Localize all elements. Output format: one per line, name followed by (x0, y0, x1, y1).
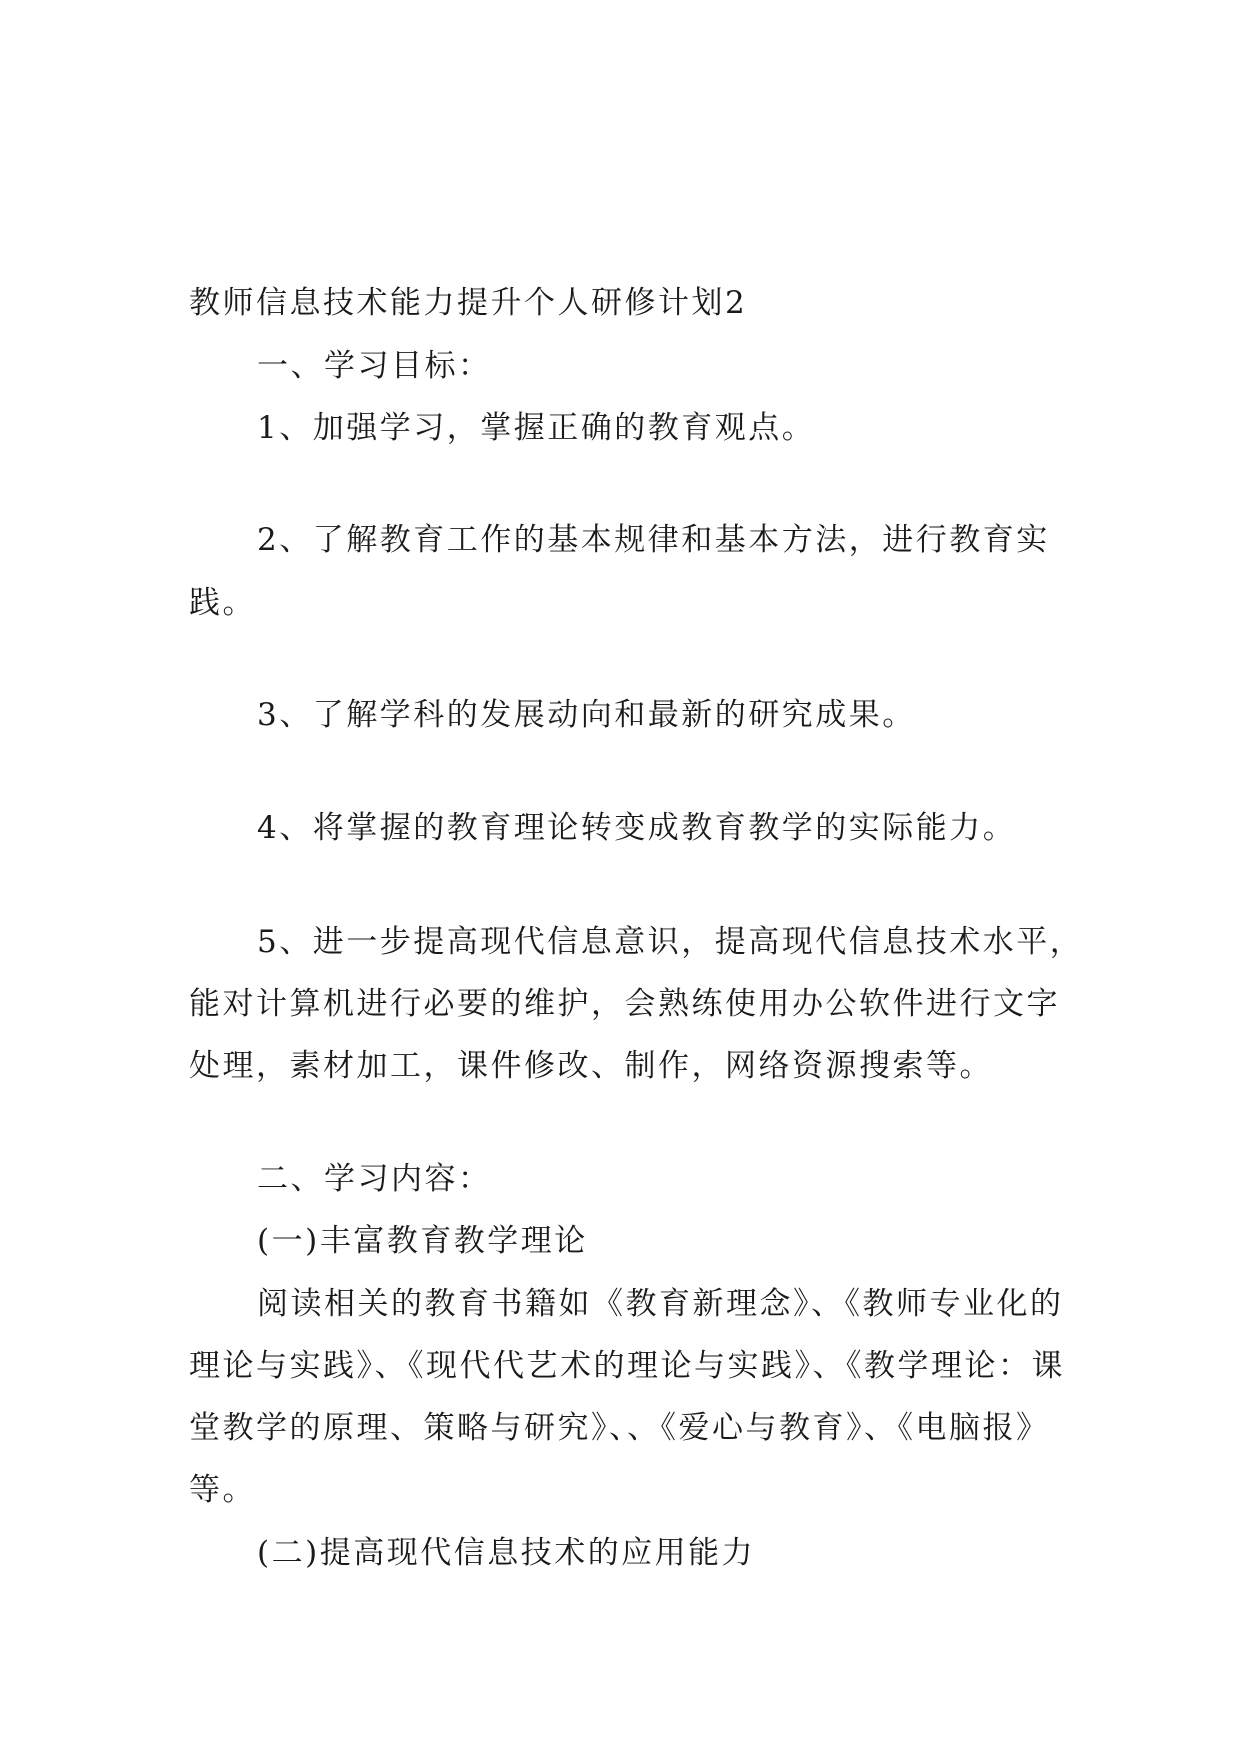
goal-item-1: 1、加强学习，掌握正确的教育观点。 (257, 410, 816, 446)
goal-item-2-line-1: 2、了解教育工作的基本规律和基本方法，进行教育实 (257, 522, 1050, 558)
paragraph-line-4: 等。 (189, 1472, 256, 1508)
section-heading-content: 二、学习内容： (257, 1161, 492, 1197)
paragraph-line-1: 阅读相关的教育书籍如《教育新理念》、《教师专业化的 (257, 1286, 1064, 1322)
section-heading-goals: 一、学习目标： (257, 348, 492, 384)
goal-item-2-line-2: 践。 (189, 585, 256, 621)
subsection-heading-2: (二)提高现代信息技术的应用能力 (257, 1535, 756, 1571)
subsection-heading-1: (一)丰富教育教学理论 (257, 1223, 588, 1259)
document-title: 教师信息技术能力提升个人研修计划2 (189, 285, 748, 321)
goal-item-5-line-1: 5、进一步提高现代信息意识，提高现代信息技术水平， (257, 924, 1084, 960)
goal-item-4: 4、将掌握的教育理论转变成教育教学的实际能力。 (257, 810, 1017, 846)
paragraph-line-2: 理论与实践》、《现代代艺术的理论与实践》、《教学理论：课 (189, 1348, 1065, 1384)
goal-item-5-line-3: 处理，素材加工，课件修改、制作，网络资源搜索等。 (189, 1048, 993, 1084)
goal-item-3: 3、了解学科的发展动向和最新的研究成果。 (257, 697, 916, 733)
paragraph-line-3: 堂教学的原理、策略与研究》、、《爱心与教育》、《电脑报》 (189, 1410, 1050, 1446)
goal-item-5-line-2: 能对计算机进行必要的维护，会熟练使用办公软件进行文字 (189, 986, 1060, 1022)
